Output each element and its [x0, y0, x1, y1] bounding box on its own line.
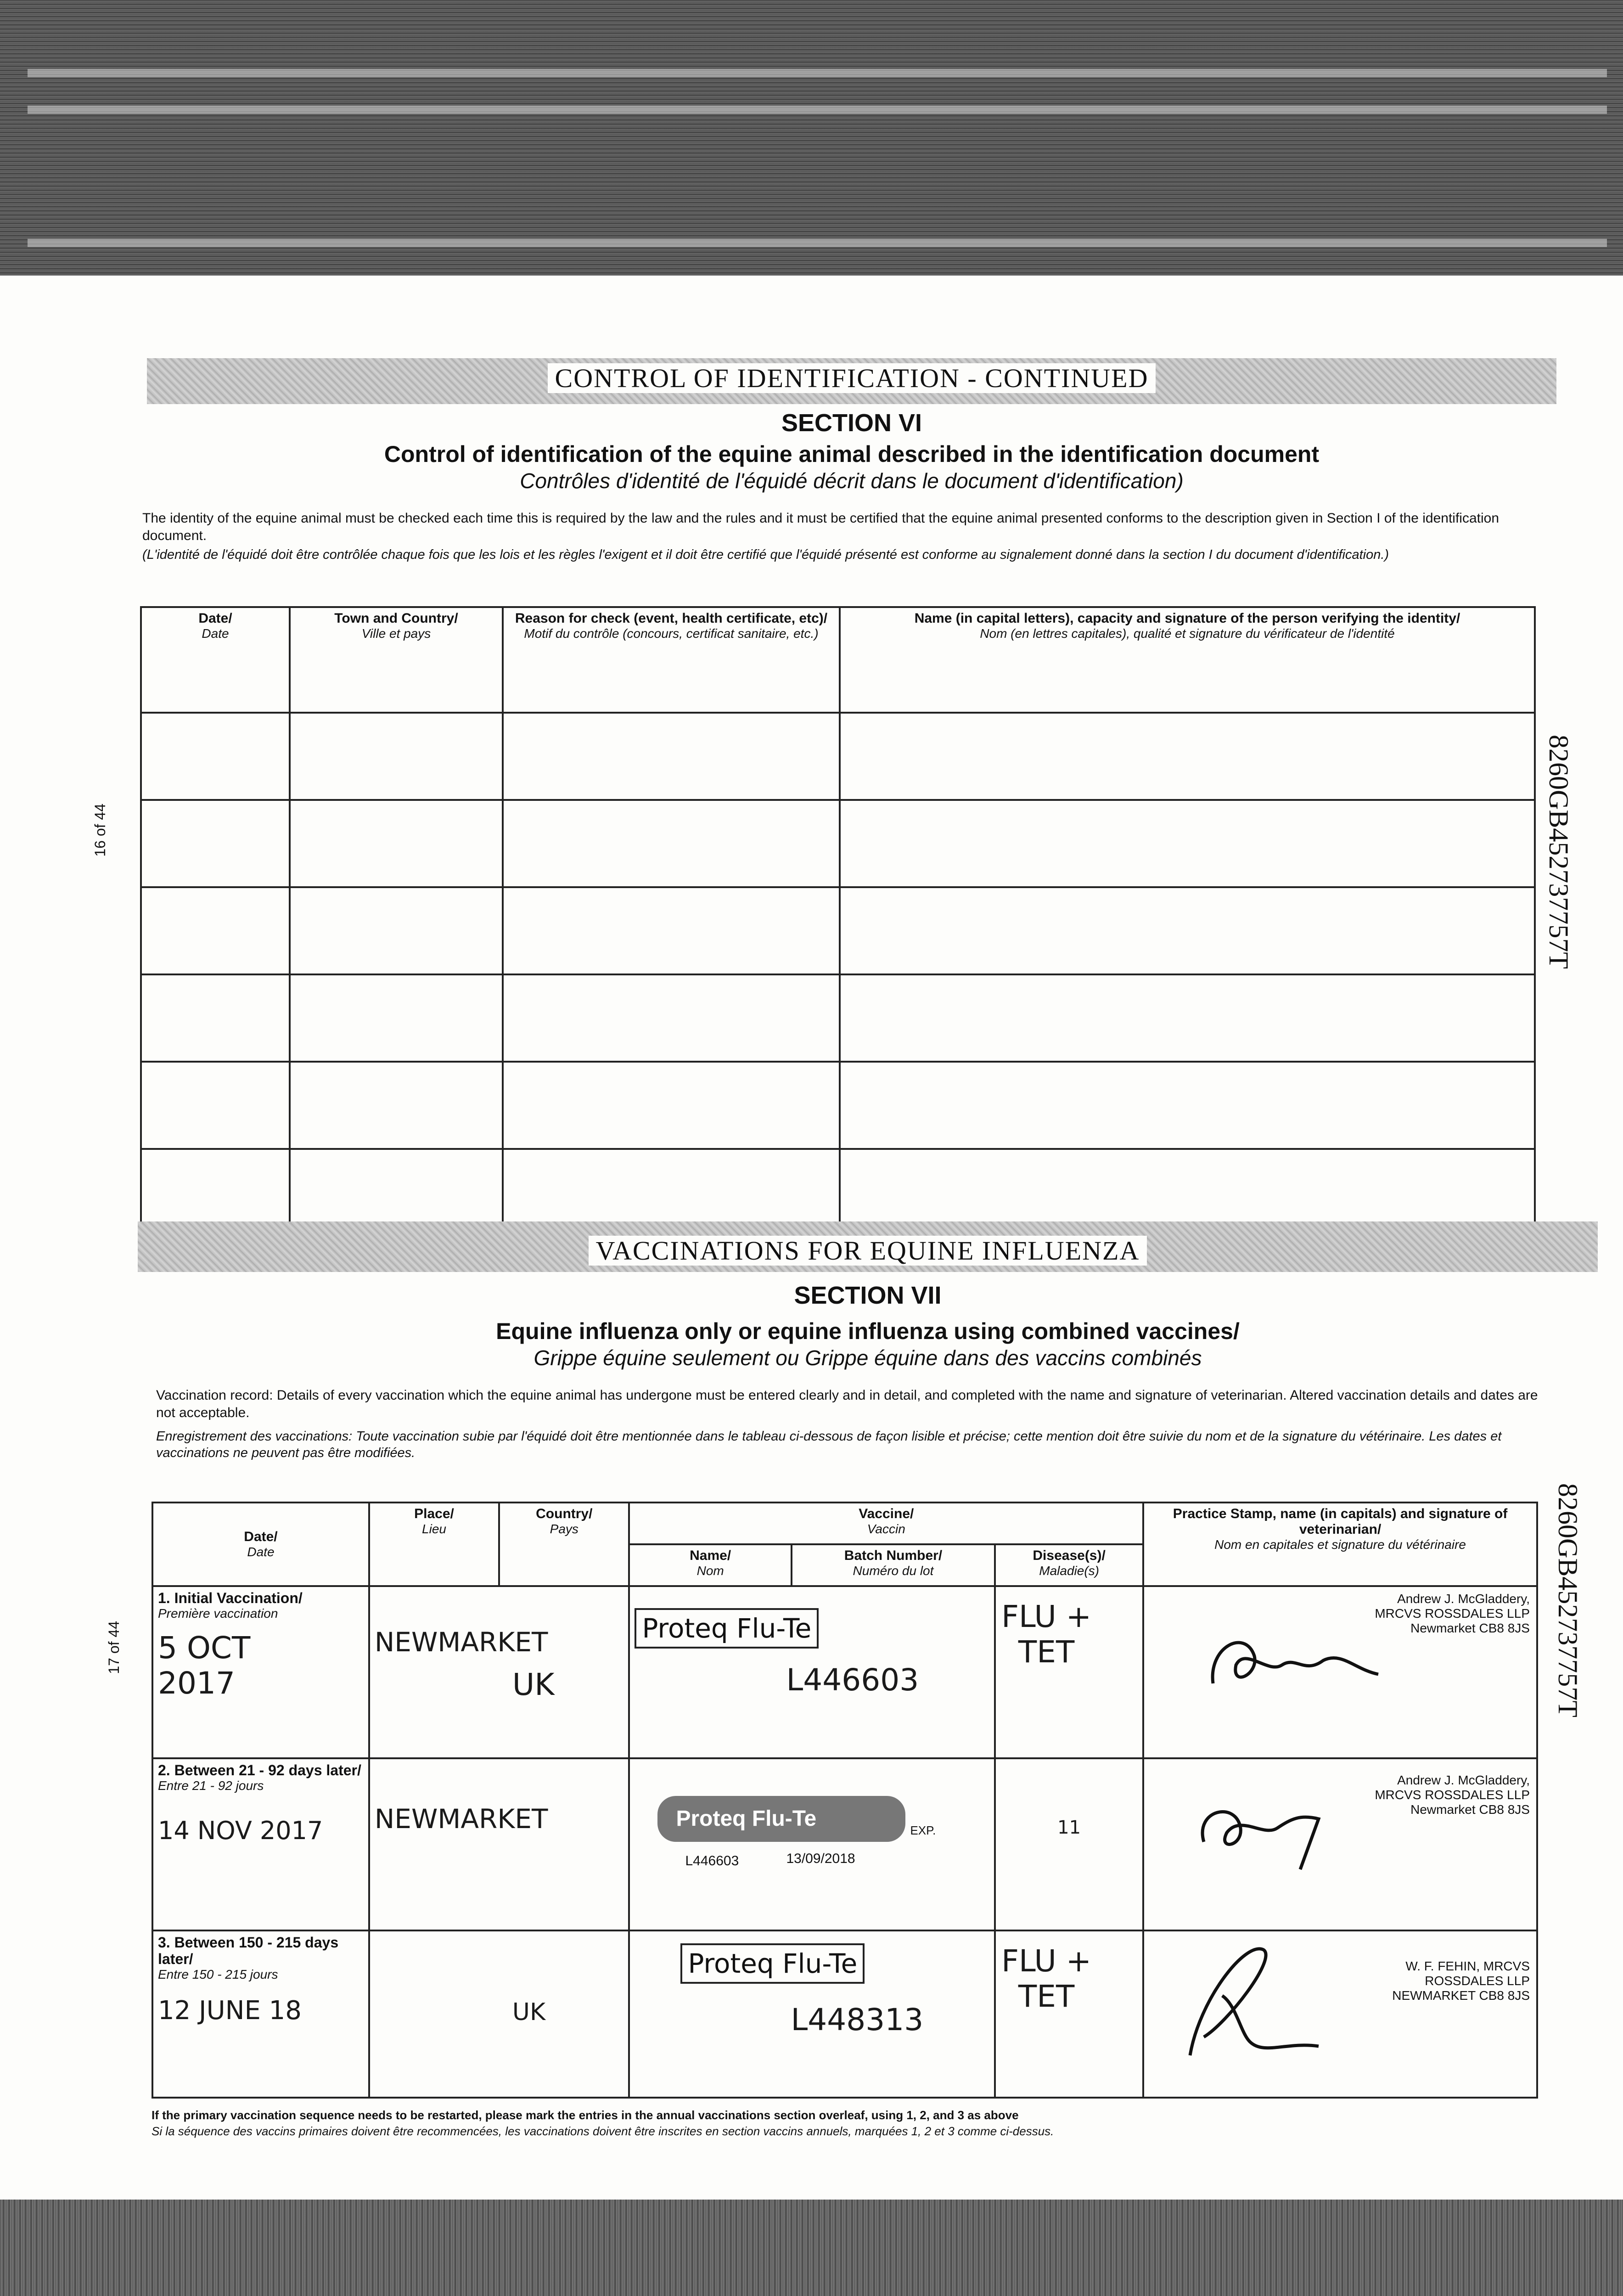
- cell[interactable]: [290, 713, 503, 800]
- cell-date[interactable]: [152, 1586, 369, 1758]
- place-stamp: NEWMARKET: [374, 1803, 548, 1835]
- section6-title-fr: Contrôles d'identité de l'équidé décrit dans le document d'identification): [520, 469, 1184, 493]
- sticker-batch: L446603: [685, 1853, 739, 1868]
- table-row: [141, 1062, 1535, 1149]
- page-number-upper: 16 of 44: [92, 804, 108, 857]
- col-vac-batch: Batch Number/ Numéro du lot: [792, 1544, 995, 1586]
- cell[interactable]: [141, 887, 290, 974]
- cell-place-country[interactable]: [369, 1758, 629, 1930]
- cell[interactable]: [503, 1062, 840, 1149]
- col-date: Date/ Date: [141, 607, 290, 713]
- cell-date[interactable]: [152, 1758, 369, 1930]
- handwritten-country: UK: [512, 1998, 546, 2026]
- cell-vet-stamp[interactable]: [1143, 1586, 1537, 1758]
- section7-intro-en: Vaccination record: Details of every vaccination which the equine animal has undergone must be entered clearly and in detail, and completed with the name and signature of veterinarian. Altered vaccination details and dates are not acceptable.: [156, 1388, 1538, 1420]
- section7-intro-fr: Enregistrement des vaccinations: Toute vaccination subie par l'équidé doit être mentionnée dans le tableau ci-dessous de façon lisible et précise; cette mention doit être suivie du nom et de la signature du vétérinaire. Les dates et vaccinations ne peuvent pas être modifiées.: [156, 1429, 1502, 1460]
- cell-place-country[interactable]: [369, 1586, 629, 1758]
- scan-stripe: [28, 239, 1607, 247]
- cell-date[interactable]: [152, 1930, 369, 2098]
- disease-handwritten: FLU + TET: [1001, 1943, 1092, 2014]
- document-code-upper: 8260GB452737757T: [1544, 735, 1574, 969]
- cell-disease[interactable]: [995, 1586, 1143, 1758]
- vaccination-row-1: [152, 1586, 1537, 1758]
- section7-banner: [138, 1235, 1598, 1266]
- cell-vet-stamp[interactable]: [1143, 1930, 1537, 2098]
- table-row: [141, 713, 1535, 800]
- disease-ditto: 11: [1057, 1817, 1081, 1838]
- cell[interactable]: [290, 800, 503, 887]
- section6-banner: [147, 363, 1556, 394]
- table-row: [141, 800, 1535, 887]
- col-vac-place: Place/ Lieu: [369, 1503, 499, 1586]
- col-practice-stamp: Practice Stamp, name (in capitals) and signature of veterinarian/ Nom en capitales et signature du vétérinaire: [1143, 1503, 1537, 1586]
- cell-disease[interactable]: [995, 1758, 1143, 1930]
- vet-signature: [1172, 1931, 1337, 2078]
- row-label: 1. Initial Vaccination/ Première vaccination: [158, 1590, 303, 1621]
- section7-title-en: Equine influenza only or equine influenza using combined vaccines/: [496, 1318, 1240, 1344]
- col-town-country: Town and Country/ Ville et pays: [290, 607, 503, 713]
- cell[interactable]: [503, 800, 840, 887]
- section6-intro-en: The identity of the equine animal must be checked each time this is required by the law and the rules and it must be certified that the equine animal presented conforms to the description given in Section I of the identification document.: [142, 511, 1499, 543]
- table-row: [141, 887, 1535, 974]
- col-vaccine: Vaccine/ Vaccin: [629, 1503, 1143, 1544]
- row-label: 3. Between 150 - 215 days later/ Entre 150 - 215 jours: [158, 1934, 339, 1981]
- col-vac-name: Name/ Nom: [629, 1544, 791, 1586]
- vet-stamp-text: W. F. FEHIN, MRCVS ROSSDALES LLP NEWMARKET CB8 8JS: [1392, 1958, 1530, 2003]
- footnote-en: If the primary vaccination sequence needs to be restarted, please mark the entries in the annual vaccinations section overleaf, using 1, 2, and 3 as above: [152, 2108, 1019, 2122]
- cell[interactable]: [840, 887, 1535, 974]
- scan-stripe: [28, 69, 1607, 77]
- col-verifier: Name (in capital letters), capacity and signature of the person verifying the identity/ Nom (en lettres capitales), qualité et signature du vérificateur de l'identité: [840, 607, 1535, 713]
- cell-name-batch[interactable]: [629, 1586, 995, 1758]
- col-vac-country: Country/ Pays: [499, 1503, 629, 1586]
- col-vac-disease: Disease(s)/ Maladie(s): [995, 1544, 1143, 1586]
- row-label: 2. Between 21 - 92 days later/ Entre 21 - 92 jours: [158, 1761, 361, 1793]
- footnote-fr: Si la séquence des vaccins primaires doivent être recommencées, les vaccinations doivent être inscrites en section vaccins annuels, marquées 1, 2 et 3 comme ci-dessus.: [152, 2124, 1054, 2138]
- cell[interactable]: [503, 887, 840, 974]
- sticker-expiry: 13/09/2018: [786, 1851, 855, 1866]
- table-row: [141, 974, 1535, 1062]
- handwritten-country: UK: [512, 1667, 555, 1703]
- scan-bottom-band: [0, 2200, 1623, 2296]
- cell[interactable]: [141, 800, 290, 887]
- handwritten-date: 14 NOV 2017: [158, 1816, 323, 1845]
- section6-heading: CONTROL OF IDENTIFICATION - CONTINUED: [548, 363, 1156, 393]
- scan-top-band: [0, 0, 1623, 276]
- col-reason: Reason for check (event, health certificate, etc)/ Motif du contrôle (concours, certificat sanitaire, etc.): [503, 607, 840, 713]
- vaccination-table: [152, 1502, 1538, 2099]
- vet-stamp-text: Andrew J. McGladdery, MRCVS ROSSDALES LLP Newmarket CB8 8JS: [1375, 1592, 1530, 1636]
- page-number-lower: 17 of 44: [106, 1621, 122, 1674]
- cell-place-country[interactable]: [369, 1930, 629, 2098]
- cell[interactable]: [840, 800, 1535, 887]
- section6-number: SECTION VI: [781, 409, 922, 437]
- sticker-exp-label: EXP.: [910, 1823, 936, 1837]
- cell[interactable]: [840, 713, 1535, 800]
- cell[interactable]: [503, 713, 840, 800]
- cell-disease[interactable]: [995, 1930, 1143, 2098]
- section7-title-fr: Grippe équine seulement ou Grippe équine dans des vaccins combinés: [534, 1346, 1202, 1370]
- identification-check-table: [140, 606, 1536, 1237]
- section6-title-en: Control of identification of the equine animal described in the identification document: [384, 441, 1320, 467]
- vaccination-row-2: [152, 1758, 1537, 1930]
- cell[interactable]: [141, 1062, 290, 1149]
- cell-name-batch[interactable]: [629, 1930, 995, 2098]
- cell-vet-stamp[interactable]: [1143, 1758, 1537, 1930]
- document-code-lower: 8260GB452737757T: [1553, 1483, 1583, 1717]
- vet-signature: [1190, 1787, 1374, 1879]
- place-stamp: NEWMARKET: [374, 1626, 548, 1658]
- cell[interactable]: [503, 974, 840, 1062]
- batch-number: L446603: [786, 1662, 919, 1698]
- vet-stamp-text: Andrew J. McGladdery, MRCVS ROSSDALES LLP Newmarket CB8 8JS: [1375, 1773, 1530, 1817]
- col-vac-date: Date/ Date: [152, 1503, 369, 1586]
- batch-number: L448313: [791, 2002, 924, 2037]
- handwritten-date: 12 JUNE 18: [158, 1995, 302, 2026]
- disease-handwritten: FLU + TET: [1001, 1599, 1092, 1670]
- cell[interactable]: [290, 974, 503, 1062]
- cell[interactable]: [290, 887, 503, 974]
- cell[interactable]: [290, 1062, 503, 1149]
- cell[interactable]: [141, 974, 290, 1062]
- vaccine-name-stamp: Proteq Flu-Te: [680, 1943, 865, 1984]
- section7-heading: VACCINATIONS FOR EQUINE INFLUENZA: [589, 1236, 1147, 1266]
- section6-intro-fr: (L'identité de l'équidé doit être contrôlée chaque fois que les lois et les règles l'exigent et il doit être certifié que l'équidé présenté est conforme au signalement donné dans la section I du document d'identification.): [142, 547, 1389, 562]
- vaccine-label-sticker: Proteq Flu-Te: [657, 1796, 905, 1842]
- vaccination-row-3: [152, 1930, 1537, 2098]
- scan-stripe: [28, 106, 1607, 114]
- handwritten-date: 5 OCT 2017: [158, 1630, 251, 1701]
- cell[interactable]: [840, 974, 1535, 1062]
- cell-name-batch[interactable]: [629, 1758, 995, 1930]
- vaccine-name-stamp: Proteq Flu-Te: [635, 1608, 819, 1649]
- cell[interactable]: [141, 713, 290, 800]
- section7-number: SECTION VII: [794, 1282, 942, 1309]
- cell[interactable]: [840, 1062, 1535, 1149]
